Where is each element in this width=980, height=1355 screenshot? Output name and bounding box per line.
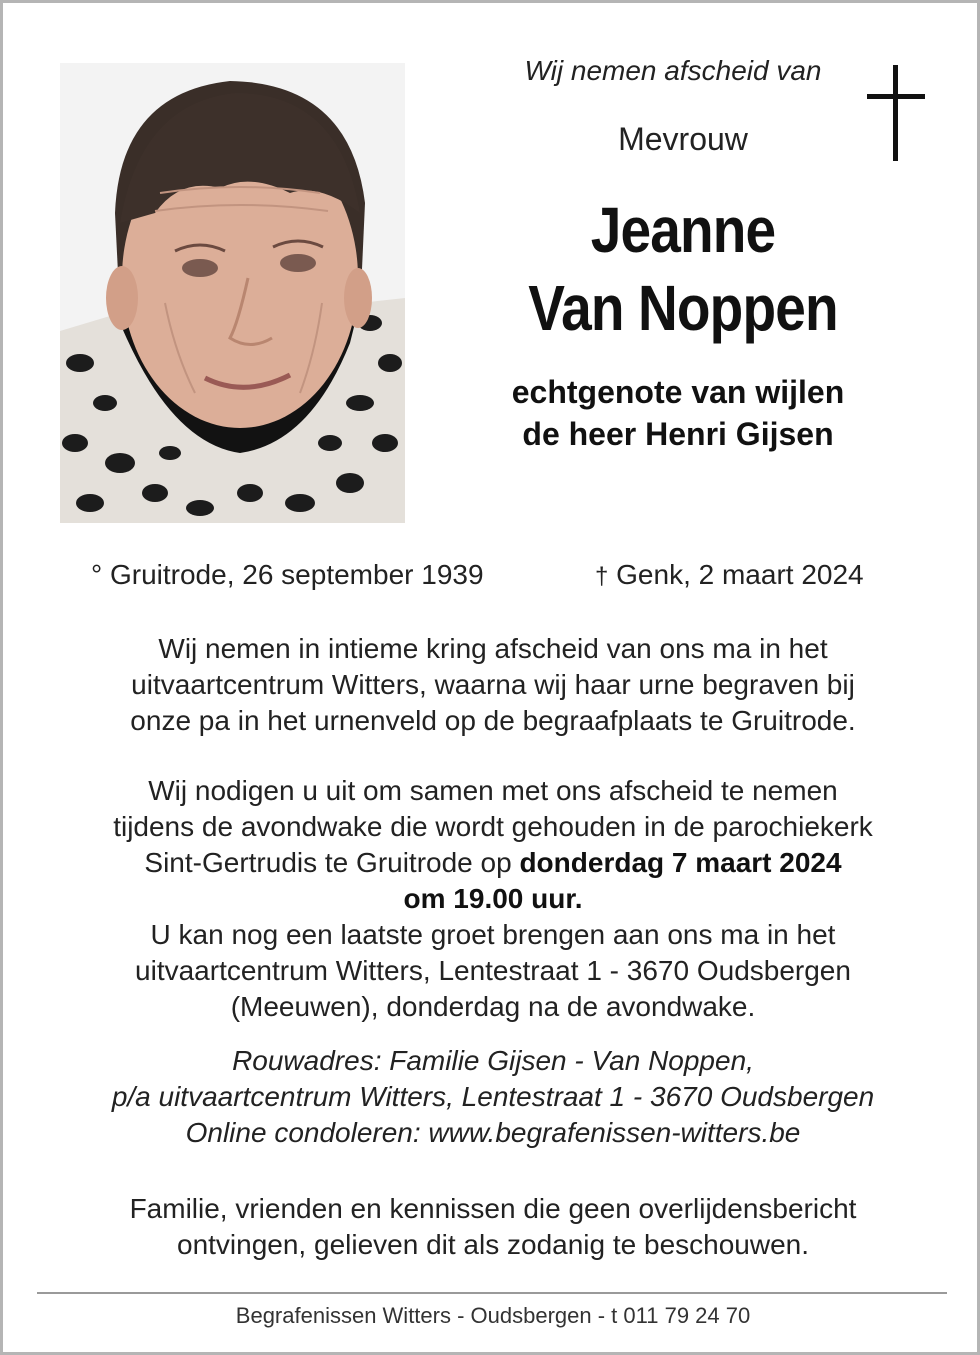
funeral-home-footer: Begrafenissen Witters - Oudsbergen - t 011 79 24 70 — [235, 1303, 751, 1328]
portrait-photo — [60, 63, 405, 523]
wake-time: om 19.00 uur. — [403, 883, 583, 914]
portrait-illustration — [60, 63, 405, 523]
spouse-line-2: de heer Henri Gijsen — [522, 416, 834, 452]
death-date: Genk, 2 maart 2024 — [616, 559, 864, 590]
farewell-line: onze pa in het urnenveld op de begraafplaats te Gruitrode. — [130, 705, 856, 736]
closing-note — [33, 1191, 953, 1263]
invitation-line: (Meeuwen), donderdag na de avondwake. — [230, 991, 756, 1022]
closing-line: Familie, vrienden en kennissen die geen overlijdensbericht — [129, 1193, 857, 1224]
condolence-link: Online condoleren: www.begrafenissen-witters.be — [185, 1117, 801, 1148]
closing-line: ontvingen, gelieven dit als zodanig te beschouwen. — [177, 1229, 809, 1260]
spouse-line-1: echtgenote van wijlen — [511, 374, 845, 410]
invitation-line: Wij nodigen u uit om samen met ons afscheid te nemen — [148, 775, 838, 806]
address-line: p/a uitvaartcentrum Witters, Lentestraat 1 - 3670 Oudsbergen — [111, 1081, 875, 1112]
farewell-line: uitvaartcentrum Witters, waarna wij haar urne begraven bij — [131, 669, 855, 700]
footer-divider — [37, 1292, 947, 1294]
wake-date: donderdag 7 maart 2024 — [519, 847, 842, 878]
farewell-line: Wij nemen in intieme kring afscheid van ons ma in het — [158, 633, 828, 664]
first-name: Jeanne — [590, 194, 776, 266]
intro-line: Wij nemen afscheid van — [524, 55, 822, 86]
mourning-address — [33, 1043, 953, 1151]
invitation-line: uitvaartcentrum Witters, Lentestraat 1 - 3670 Oudsbergen — [135, 955, 851, 986]
invitation-line — [33, 881, 953, 917]
invitation-line — [33, 845, 953, 881]
invitation-location: Sint-Gertrudis te Gruitrode op — [144, 847, 520, 878]
invitation-paragraph — [33, 773, 953, 1025]
death-date-group — [595, 559, 864, 591]
invitation-line: U kan nog een laatste groet brengen aan ons ma in het — [150, 919, 836, 950]
death-cross-icon: † — [595, 563, 609, 590]
farewell-paragraph — [33, 631, 953, 739]
last-name: Van Noppen — [528, 272, 838, 344]
invitation-line: tijdens de avondwake die wordt gehouden in de parochiekerk — [113, 811, 873, 842]
honorific: Mevrouw — [618, 121, 748, 157]
address-line: Rouwadres: Familie Gijsen - Van Noppen, — [232, 1045, 754, 1076]
birth-date: ° Gruitrode, 26 september 1939 — [91, 559, 484, 590]
spouse-info — [423, 371, 933, 455]
deceased-name — [468, 191, 898, 347]
